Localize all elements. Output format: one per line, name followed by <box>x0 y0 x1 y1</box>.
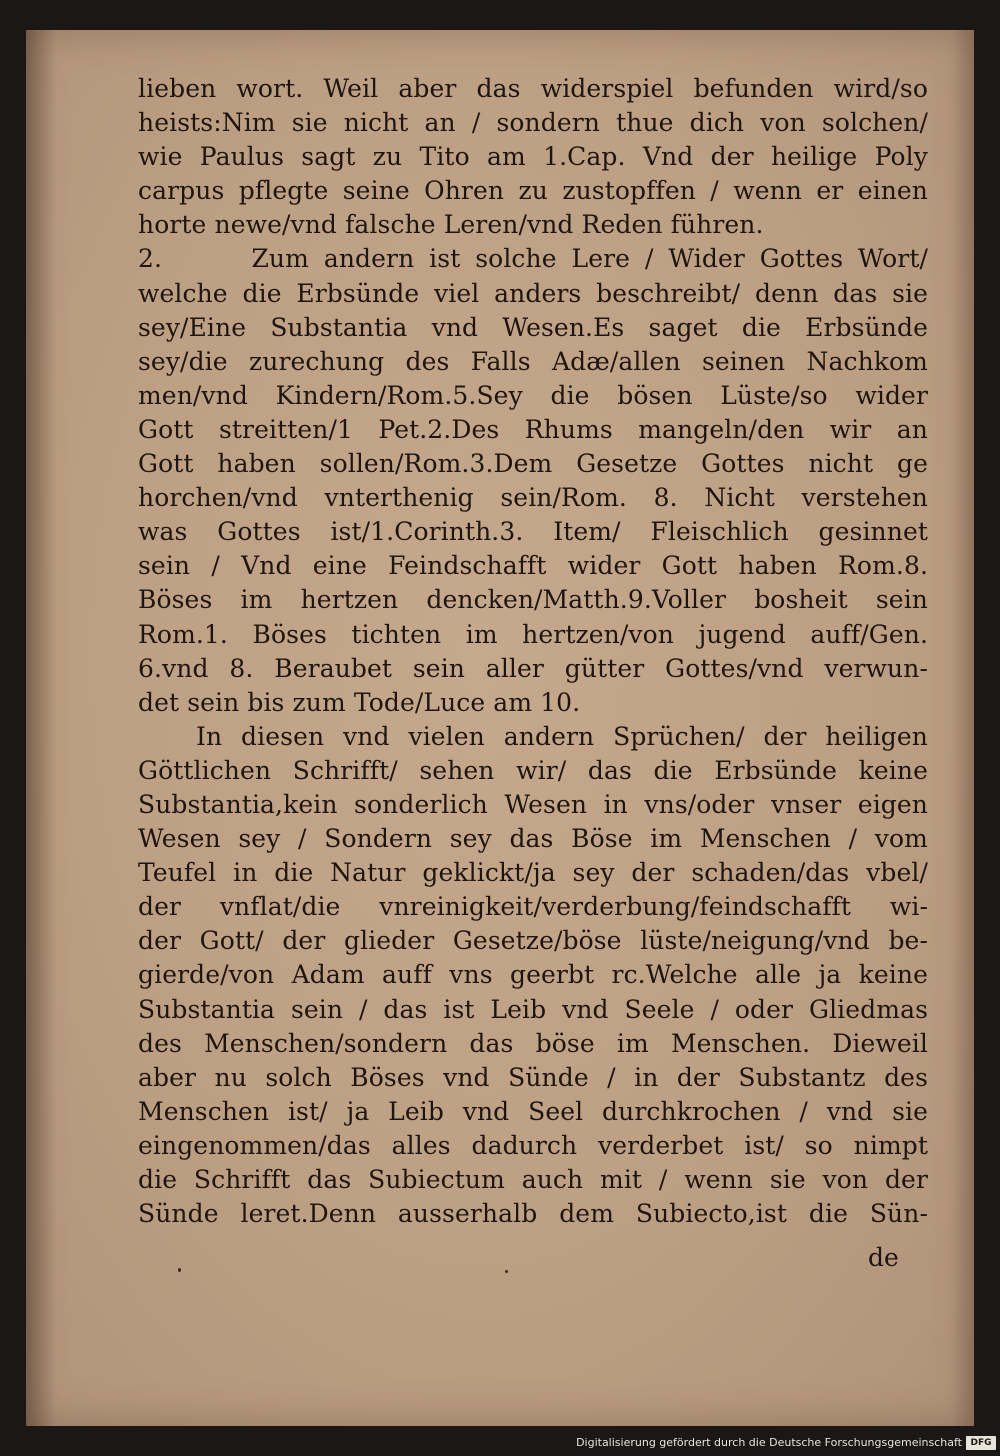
text-line: was Gottes ist/1.Corinth.3. Item/ Fleischlich gesinnet <box>138 517 928 547</box>
text-line: Menschen ist/ ja Leib vnd Seel durchkrochen / vnd sie <box>138 1096 928 1126</box>
text-line: welche die Erbsünde viel anders beschreibt/ denn das sie <box>138 278 928 308</box>
funding-credit: Digitalisierung gefördert durch die Deutsche Forschungsgemeinschaft <box>576 1436 962 1449</box>
text-line: Gott streitten/1 Pet.2.Des Rhums mangeln/den wir an <box>138 414 928 444</box>
text-line: 6.vnd 8. Beraubet sein aller gütter Gottes/vnd verwun- <box>138 653 928 683</box>
text-line: Böses im hertzen dencken/Matth.9.Voller bosheit sein <box>138 585 928 615</box>
text-line: carpus pflegte seine Ohren zu zustopffen / wenn er einen <box>138 176 928 206</box>
text-line: die Schrifft das Subiectum auch mit / wenn sie von der <box>138 1165 928 1194</box>
text-line: men/vnd Kindern/Rom.5.Sey die bösen Lüste/so wider <box>138 380 928 410</box>
text-line: lieben wort. Weil aber das widerspiel befunden wird/so <box>138 74 928 103</box>
text-line: eingenommen/das alles dadurch verderbet ist/ so nimpt <box>138 1130 928 1160</box>
text-line: sey/die zurechung des Falls Adæ/allen seinen Nachkom <box>138 346 928 376</box>
text-line: horchen/vnd vnterthenig sein/Rom. 8. Nicht verstehen <box>138 483 928 513</box>
text-line: gierde/von Adam auff vns geerbt rc.Welche alle ja keine <box>138 960 928 990</box>
catchword: de <box>868 1243 899 1272</box>
text-line: des Menschen/sondern das böse im Menschen. Dieweil <box>138 1028 928 1058</box>
text-line: Gott haben sollen/Rom.3.Dem Gesetze Gottes nicht ge <box>138 449 928 479</box>
text-line: Göttlichen Schrifft/ sehen wir/ das die Erbsünde keine <box>138 755 928 785</box>
page-gutter-shadow <box>26 30 56 1426</box>
text-line: Sünde leret.Denn ausserhalb dem Subiecto,ist die Sün- <box>138 1199 928 1229</box>
paragraph-start-line: In diesen vnd vielen andern Sprüchen/ der heiligen <box>196 721 928 751</box>
text-line: Substantia,kein sonderlich Wesen in vns/oder vnser eigen <box>138 789 928 819</box>
paper-speck <box>178 1268 181 1272</box>
paper-speck <box>505 1270 508 1273</box>
text-line: der vnflat/die vnreinigkeit/verderbung/feindschafft wi- <box>138 892 928 922</box>
text-line: Rom.1. Böses tichten im hertzen/von jugend auff/Gen. <box>138 619 928 649</box>
text-line: sey/Eine Substantia vnd Wesen.Es saget die Erbsünde <box>138 312 928 342</box>
page-text <box>138 72 928 1231</box>
page-edge-shadow <box>952 30 974 1426</box>
text-line: Substantia sein / das ist Leib vnd Seele / oder Gliedmas <box>138 994 928 1024</box>
text-line: det sein bis zum Tode/Luce am 10. <box>138 687 581 717</box>
text-line: der Gott/ der glieder Gesetze/böse lüste/neigung/vnd be- <box>138 926 928 956</box>
dfg-logo-icon: DFG <box>966 1436 996 1450</box>
text-line: wie Paulus sagt zu Tito am 1.Cap. Vnd der heilige Poly <box>138 142 928 172</box>
text-line: sein / Vnd eine Feindschafft wider Gott haben Rom.8. <box>138 551 928 581</box>
text-line: horte newe/vnd falsche Leren/vnd Reden führen. <box>138 210 764 240</box>
text-line: aber nu solch Böses vnd Sünde / in der Substantz des <box>138 1062 928 1092</box>
text-line: Wesen sey / Sondern sey das Böse im Menschen / vom <box>138 824 928 854</box>
text-line: 2. Zum andern ist solche Lere / Wider Gottes Wort/ <box>138 244 928 274</box>
text-line: Teufel in die Natur geklickt/ja sey der schaden/das vbel/ <box>138 858 928 888</box>
text-line: heists:Nim sie nicht an / sondern thue dich von solchen/ <box>138 108 928 138</box>
